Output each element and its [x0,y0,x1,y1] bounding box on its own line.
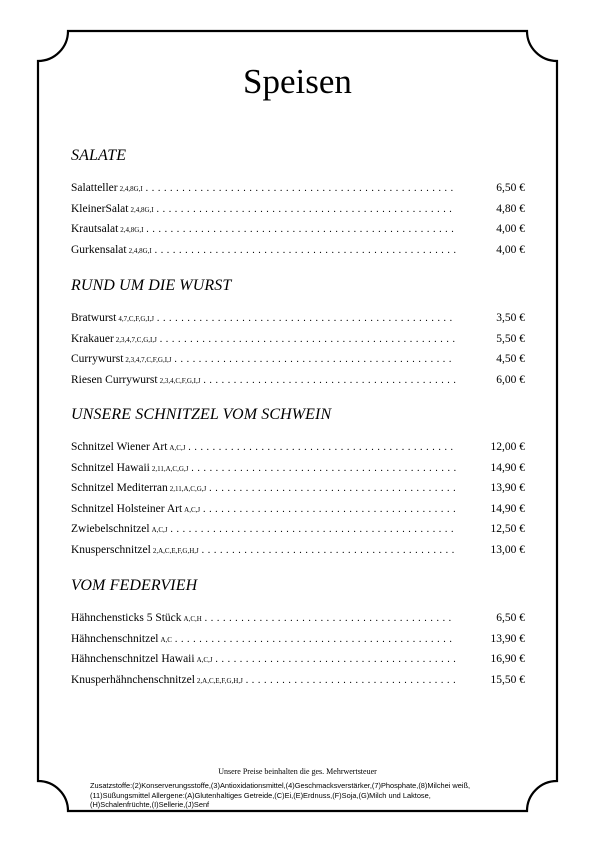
menu-item-name: Zwiebelschnitzel [71,523,150,536]
menu-item-codes: 2,4,8G,I [119,185,143,193]
page-title: Speisen [243,62,352,101]
menu-item-codes: 4,7,C,F,G,I,J [118,315,154,323]
menu-item-codes: 2,3,4,7,C,F,G,I,J [125,356,172,365]
menu-item-codes: A,C [160,635,172,644]
menu-item [71,631,455,647]
dot-leader: ............................................ [191,462,460,474]
menu-item-name: Gurkensalat [71,243,127,256]
menu-item [71,542,458,558]
menu-item-name: Currywurst [71,353,124,366]
menu-item-codes: 2,A,C,E,F,G,H,J [152,547,199,555]
menu-item [71,460,460,476]
menu-item-codes: 2,4,8G,I [120,226,144,235]
menu-item [71,651,459,667]
dot-leader: ................................................. [159,333,459,345]
dot-leader: ................................... [245,674,460,686]
menu-item-codes: 2,4,8G,I [128,246,152,255]
dot-leader: ............................................ [188,442,457,453]
menu-item-price: 15,50 € [490,673,525,686]
menu-item-price: 14,90 € [490,461,525,474]
menu-item [71,180,457,196]
dot-leader: .............................................. [174,633,456,645]
menu-item-price: 4,50 € [496,353,525,366]
menu-item-codes: A,C,J [169,444,186,452]
menu-item-price: 6,00 € [496,373,525,386]
menu-item-codes: 2,3,4,C,F,G,I,J [159,376,201,385]
menu-item-name: Knusperschnitzel [71,544,151,556]
menu-item [71,331,459,347]
tax-note: Unsere Preise beinhalten die ges. Mehrwertsteuer [218,767,377,776]
dot-leader: ................................................... [145,183,457,194]
menu-item-price: 4,00 € [496,243,525,256]
menu-item [71,351,455,367]
menu-item-price: 12,50 € [490,523,525,536]
menu-item-name: Riesen Currywurst [71,373,158,386]
menu-item [71,521,457,537]
section-heading: SALATE [71,147,127,164]
menu-item-name: Knusperhähnchenschnitzel [71,673,195,686]
menu-item-price: 3,50 € [496,312,525,324]
menu-item-codes: A,C,J [151,526,168,535]
menu-item [71,480,459,496]
menu-item-price: 13,90 € [490,482,525,495]
menu-item-name: Hähnchenschnitzel [71,632,159,645]
section-heading: RUND UM DIE WURST [71,277,232,294]
menu-item-name: Krakauer [71,332,114,345]
dot-leader: ............................................... [170,524,458,536]
menu-item-name: KleinerSalat [71,202,129,215]
section-heading: VOM FEDERVIEH [71,577,198,594]
menu-item-name: Schnitzel Mediterran [71,482,168,495]
menu-item-codes: A,C,H [183,615,202,623]
menu-item-codes: 2,4,8G,I [130,205,154,214]
menu-item-name: Hähnchensticks 5 Stück [71,612,182,624]
menu-item [71,221,457,237]
menu-item [71,501,459,517]
menu-item [71,310,456,326]
menu-item-price: 5,50 € [496,332,525,345]
menu-item-name: Schnitzel Wiener Art [71,441,168,453]
menu-item-codes: A,C,J [184,505,201,514]
menu-item-codes: 2,3,4,7,C,G,I,J [115,335,157,344]
menu-item [71,372,460,388]
menu-item-price: 6,50 € [496,182,525,194]
menu-item [71,439,457,455]
section-heading: UNSERE SCHNITZEL VOM SCHWEIN [71,406,332,423]
menu-item-codes: A,C,J [196,656,213,665]
menu-item-name: Salatteller [71,182,118,194]
dot-leader: ......................................... [204,613,455,624]
dot-leader: .......................................... [201,545,458,556]
menu-item-codes: 2,A,C,E,F,G,H,J [196,676,243,685]
menu-item-price: 14,90 € [490,502,525,515]
dot-leader: .............................................. [174,354,455,366]
menu-item [71,672,459,688]
additives-allergens-legend: Zusatzstoffe:(2)Konserverungsstoffe,(3)Antioxidationsmittel,(4)Geschmacksverstärker,(7)Phosphate,(8)Milchei weiß,(11)Süßungsmittel Allergene:(A)Glutenhaltiges Getreide,(C)Ei,(E)Erdnuss,(F)Soja,(G)Milch und Laktose,(H)Schalenfrüchte,(I)Sellerie,(J)Senf [90,781,471,809]
menu-item [71,610,455,626]
menu-item-name: Schnitzel Holsteiner Art [71,502,183,515]
menu-item-price: 6,50 € [496,612,525,624]
menu-item-price: 4,80 € [496,202,525,215]
menu-item-price: 4,00 € [496,223,525,236]
dot-leader: ......................................... [209,483,460,495]
menu-item-name: Krautsalat [71,223,119,236]
menu-item-name: Bratwurst [71,312,117,324]
dot-leader: ........................................ [215,654,460,666]
menu-item-price: 16,90 € [490,653,525,666]
dot-leader: ................................................... [146,224,458,236]
menu-item-codes: 2,11,A,C,G,J [169,485,207,494]
dot-leader: .......................................... [202,503,460,515]
menu-item-name: Schnitzel Hawaii [71,461,150,474]
menu-item [71,201,455,217]
dot-leader: .......................................... [203,374,460,386]
dot-leader: ................................................. [156,313,456,324]
dot-leader: .................................................. [154,244,460,256]
menu-item-price: 13,90 € [490,632,525,645]
menu-item-codes: 2,11,A,C,G,J [151,464,189,473]
dot-leader: ................................................. [156,203,456,215]
menu-item [71,242,460,258]
menu-item-price: 12,00 € [490,441,525,453]
menu-item-price: 13,00 € [490,544,525,556]
menu-item-name: Hähnchenschnitzel Hawaii [71,653,195,666]
